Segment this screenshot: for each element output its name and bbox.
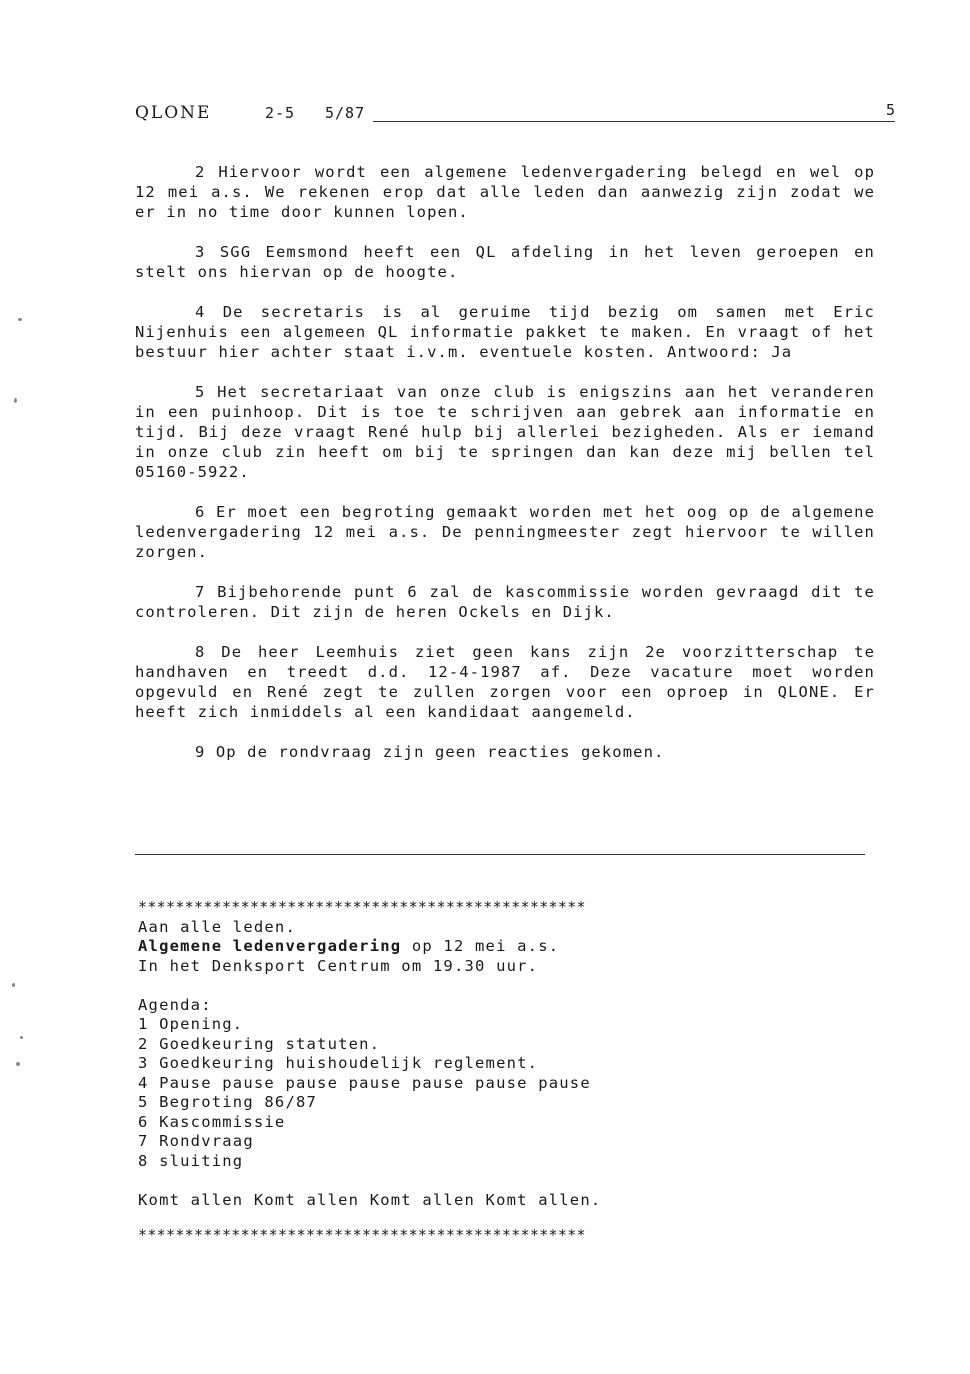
scan-speck [20, 1036, 23, 1039]
minutes-item-3 [135, 242, 875, 282]
item-number: 3 [195, 243, 206, 261]
item-text: Bijbehorende punt 6 zal de kascommissie worden gevraagd dit te controleren. Dit zijn de heren Ockels en Dijk. [135, 583, 875, 621]
stars-border-bottom: ************************************************ [138, 1226, 586, 1244]
item-text: De secretaris is al geruime tijd bezig om samen met Eric Nijenhuis een algemeen QL informatie pakket te maken. En vraagt of het bestuur hier achter staat i.v.m. eventuele kosten. Antwoord: Ja [135, 303, 875, 361]
item-text: Op de rondvraag zijn geen reacties gekomen. [215, 743, 665, 761]
item-text: SGG Eemsmond heeft een QL afdeling in het leven geroepen en stelt ons hiervan op de hoogte. [135, 243, 875, 281]
item-text: De heer Leemhuis ziet geen kans zijn 2e voorzitterschap te handhaven en treedt d.d. 12-4-1987 af. Deze vacature moet worden opgevuld en René zegt te zullen zorgen voor een oproep in QLONE. Er heeft zich inmiddels al een kandidaat aangemeld. [135, 643, 875, 721]
item-number: 8 [195, 643, 206, 661]
meeting-title: Algemene ledenvergadering [138, 937, 402, 955]
agenda-item: 4 Pause pause pause pause pause pause pause [138, 1073, 591, 1092]
stars-border-top: ************************************************ [138, 898, 586, 916]
minutes-item-8 [135, 642, 875, 722]
notice-closing: Komt allen Komt allen Komt allen Komt allen. [138, 1190, 602, 1209]
agenda-item: 1 Opening. [138, 1015, 244, 1033]
agenda-item: 3 Goedkeuring huishoudelijk reglement. [138, 1054, 539, 1072]
minutes-item-7 [135, 582, 875, 622]
item-number: 7 [195, 583, 206, 601]
minutes-body [135, 162, 875, 782]
page-number: 5 [885, 101, 895, 119]
agenda-item: 7 Rondvraag [138, 1132, 254, 1150]
agenda-list [138, 1015, 778, 1171]
item-number: 4 [195, 303, 206, 321]
page-header [135, 103, 895, 127]
meeting-date: op 12 mei a.s. [401, 937, 560, 955]
agenda-item: 8 sluiting [138, 1151, 244, 1170]
issue-number: 2-5 [265, 104, 296, 122]
notice-greeting: Aan alle leden. [138, 917, 296, 936]
notice-location: In het Denksport Centrum om 19.30 uur. [138, 956, 539, 975]
minutes-item-6 [135, 502, 875, 562]
minutes-item-9 [135, 742, 875, 762]
scan-speck [14, 398, 17, 403]
minutes-item-5 [135, 382, 875, 482]
agenda-label: Agenda: [138, 995, 212, 1014]
item-number: 2 [195, 163, 206, 181]
agenda-item: 5 Begroting 86/87 [138, 1093, 318, 1111]
item-number: 6 [195, 503, 206, 521]
item-text: Er moet een begroting gemaakt worden met het oog op de algemene ledenvergadering 12 mei a.s. De penningmeester zegt hiervoor te willen zorgen. [135, 503, 875, 561]
agenda-item: 2 Goedkeuring statuten. [138, 1034, 381, 1053]
scan-speck [18, 318, 22, 321]
header-rule [373, 121, 895, 122]
minutes-item-2 [135, 162, 875, 222]
item-text: Het secretariaat van onze club is enigszins aan het veranderen in een puinhoop. Dit is toe te schrijven aan gebrek aan informatie en tijd. Bij deze vraagt René hulp bij allerlei bezigheden. Als er iemand in onze club zin heeft om bij te springen dan kan deze mij bellen tel 05160-5922. [135, 383, 875, 481]
item-number: 9 [195, 743, 206, 761]
section-divider [135, 854, 865, 855]
item-number: 5 [195, 383, 206, 401]
meeting-notice [138, 898, 778, 1246]
agenda-item: 6 Kascommissie [138, 1112, 286, 1131]
scan-speck [16, 1062, 20, 1066]
issue-date: 5/87 [325, 104, 366, 122]
item-text: Hiervoor wordt een algemene ledenvergadering belegd en wel op 12 mei a.s. We rekenen erop dat alle leden dan aanwezig zijn zodat we er in no time door kunnen lopen. [135, 163, 875, 221]
minutes-item-4 [135, 302, 875, 362]
newsletter-title: QLONE [135, 103, 212, 123]
scan-speck [12, 983, 15, 987]
notice-meeting-line [138, 937, 778, 957]
